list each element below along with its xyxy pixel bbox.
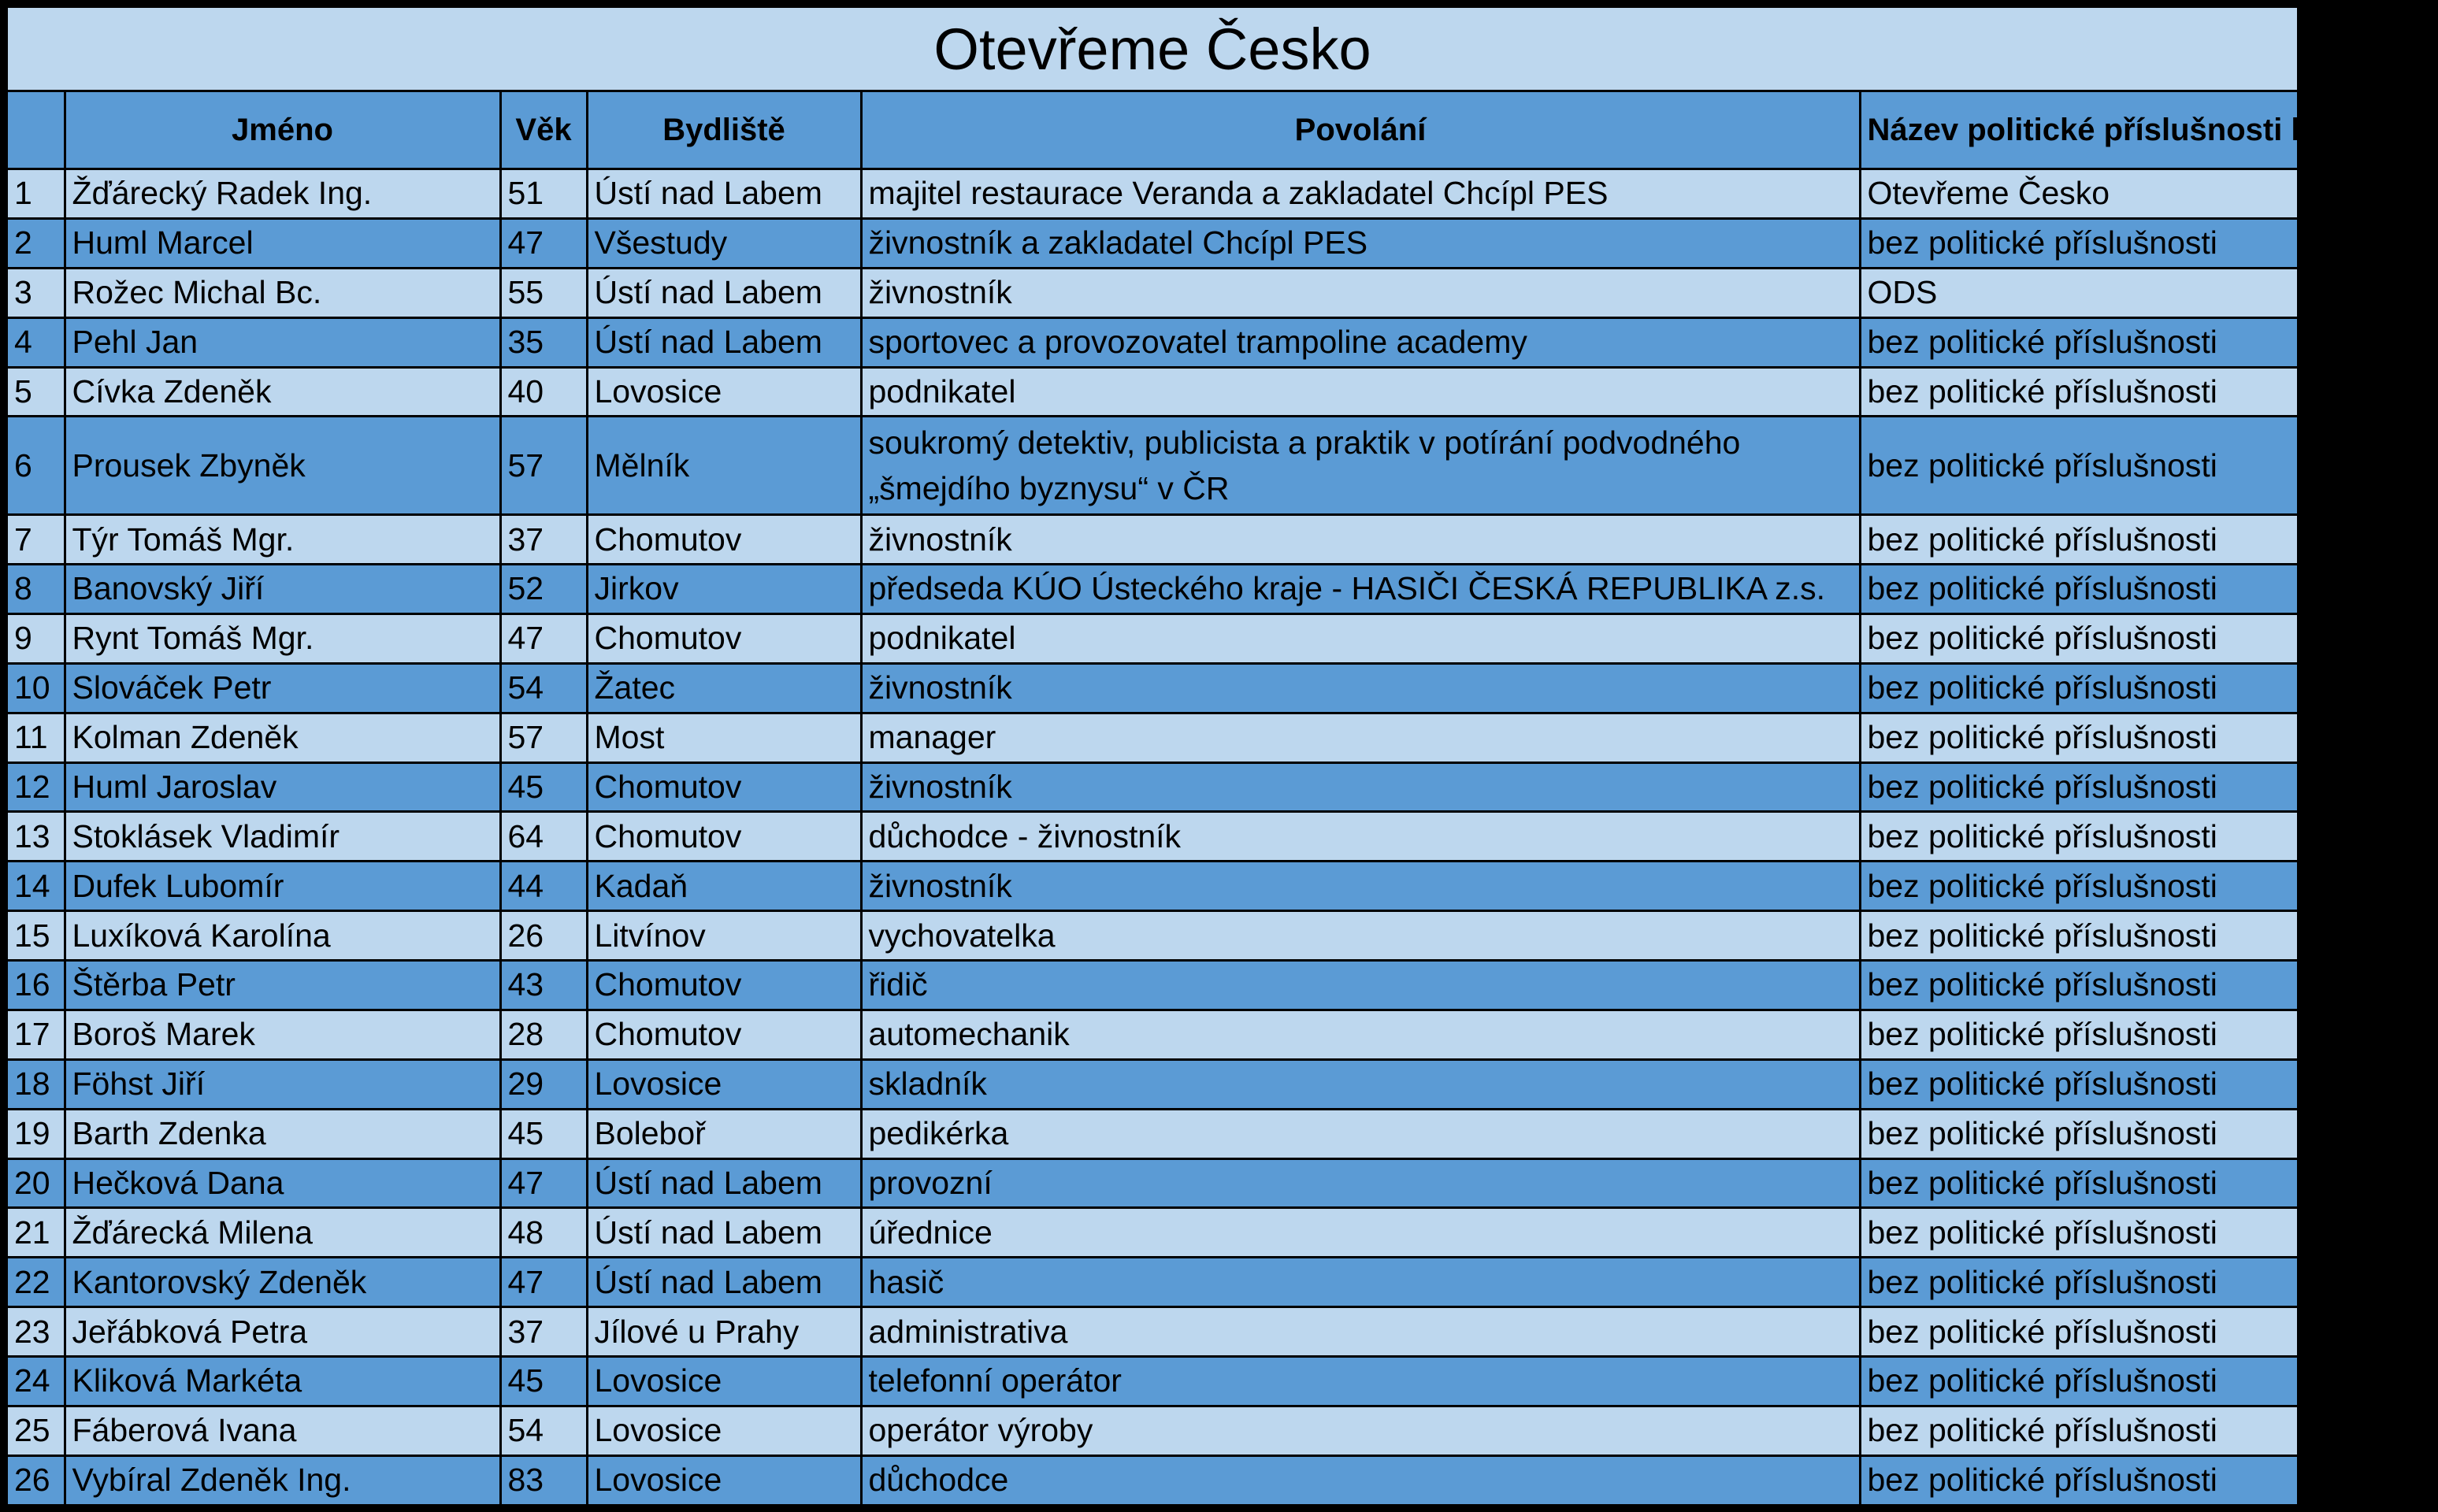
cell-residence: Boleboř bbox=[587, 1109, 861, 1158]
cell-residence: Chomutov bbox=[587, 812, 861, 862]
cell-party: bez politické příslušnosti bbox=[1860, 1010, 2299, 1059]
cell-residence: Ústí nad Labem bbox=[587, 1158, 861, 1208]
table-row bbox=[6, 812, 2299, 862]
cell-number: 24 bbox=[6, 1357, 65, 1406]
cell-age: 64 bbox=[500, 812, 587, 862]
cell-residence: Jílové u Prahy bbox=[587, 1307, 861, 1357]
cell-age: 45 bbox=[500, 1357, 587, 1406]
cell-occupation: živnostník bbox=[861, 663, 1860, 713]
cell-residence: Žatec bbox=[587, 663, 861, 713]
cell-occupation: manager bbox=[861, 713, 1860, 762]
cell-party: bez politické příslušnosti bbox=[1860, 1455, 2299, 1506]
cell-occupation: živnostník bbox=[861, 862, 1860, 911]
cell-number: 5 bbox=[6, 367, 65, 417]
table-title: Otevřeme Česko bbox=[6, 6, 2299, 91]
cell-occupation: vychovatelka bbox=[861, 911, 1860, 961]
cell-age: 83 bbox=[500, 1455, 587, 1506]
cell-number: 26 bbox=[6, 1455, 65, 1506]
cell-name: Štěrba Petr bbox=[65, 961, 500, 1010]
cell-number: 6 bbox=[6, 417, 65, 515]
cell-party: bez politické příslušnosti bbox=[1860, 515, 2299, 565]
cell-residence: Chomutov bbox=[587, 515, 861, 565]
cell-residence: Litvínov bbox=[587, 911, 861, 961]
cell-name: Luxíková Karolína bbox=[65, 911, 500, 961]
cell-party: bez politické příslušnosti bbox=[1860, 1158, 2299, 1208]
cell-age: 43 bbox=[500, 961, 587, 1010]
cell-residence: Chomutov bbox=[587, 961, 861, 1010]
cell-party: bez politické příslušnosti bbox=[1860, 565, 2299, 614]
cell-occupation: soukromý detektiv, publicista a praktik v potírání podvodného „šmejdího byznysu“ v ČR bbox=[861, 417, 1860, 515]
cell-number: 2 bbox=[6, 218, 65, 268]
cell-occupation: provozní bbox=[861, 1158, 1860, 1208]
cell-age: 52 bbox=[500, 565, 587, 614]
cell-age: 37 bbox=[500, 1307, 587, 1357]
cell-party: ODS bbox=[1860, 268, 2299, 317]
cell-age: 47 bbox=[500, 1158, 587, 1208]
cell-party: bez politické příslušnosti bbox=[1860, 1307, 2299, 1357]
cell-age: 28 bbox=[500, 1010, 587, 1059]
cell-name: Banovský Jiří bbox=[65, 565, 500, 614]
cell-occupation: telefonní operátor bbox=[861, 1357, 1860, 1406]
table-row bbox=[6, 1109, 2299, 1158]
table-row bbox=[6, 268, 2299, 317]
cell-residence: Mělník bbox=[587, 417, 861, 515]
cell-name: Žďárecká Milena bbox=[65, 1208, 500, 1258]
table-body bbox=[6, 169, 2299, 1506]
cell-name: Hečková Dana bbox=[65, 1158, 500, 1208]
cell-age: 26 bbox=[500, 911, 587, 961]
cell-age: 47 bbox=[500, 218, 587, 268]
cell-number: 9 bbox=[6, 613, 65, 663]
cell-occupation: hasič bbox=[861, 1258, 1860, 1307]
cell-name: Kliková Markéta bbox=[65, 1357, 500, 1406]
cell-residence: Chomutov bbox=[587, 1010, 861, 1059]
cell-age: 37 bbox=[500, 515, 587, 565]
cell-age: 57 bbox=[500, 417, 587, 515]
cell-residence: Všestudy bbox=[587, 218, 861, 268]
cell-age: 54 bbox=[500, 663, 587, 713]
cell-number: 11 bbox=[6, 713, 65, 762]
cell-name: Kantorovský Zdeněk bbox=[65, 1258, 500, 1307]
title-row bbox=[6, 6, 2299, 91]
cell-number: 7 bbox=[6, 515, 65, 565]
cell-number: 19 bbox=[6, 1109, 65, 1158]
cell-name: Kolman Zdeněk bbox=[65, 713, 500, 762]
cell-residence: Most bbox=[587, 713, 861, 762]
cell-age: 45 bbox=[500, 762, 587, 812]
cell-occupation: živnostník a zakladatel Chcípl PES bbox=[861, 218, 1860, 268]
column-header-residence: Bydliště bbox=[587, 91, 861, 169]
cell-age: 48 bbox=[500, 1208, 587, 1258]
table-row bbox=[6, 1208, 2299, 1258]
cell-number: 16 bbox=[6, 961, 65, 1010]
cell-party: Otevřeme Česko bbox=[1860, 169, 2299, 219]
cell-occupation: pedikérka bbox=[861, 1109, 1860, 1158]
table-row bbox=[6, 1307, 2299, 1357]
cell-name: Huml Marcel bbox=[65, 218, 500, 268]
cell-occupation: důchodce bbox=[861, 1455, 1860, 1506]
cell-age: 57 bbox=[500, 713, 587, 762]
cell-age: 35 bbox=[500, 317, 587, 367]
cell-number: 1 bbox=[6, 169, 65, 219]
cell-occupation: automechanik bbox=[861, 1010, 1860, 1059]
cell-occupation: operátor výroby bbox=[861, 1406, 1860, 1455]
cell-residence: Lovosice bbox=[587, 1059, 861, 1109]
cell-residence: Ústí nad Labem bbox=[587, 169, 861, 219]
cell-residence: Ústí nad Labem bbox=[587, 317, 861, 367]
cell-occupation: živnostník bbox=[861, 268, 1860, 317]
column-header-occupation: Povolání bbox=[861, 91, 1860, 169]
cell-number: 17 bbox=[6, 1010, 65, 1059]
cell-party: bez politické příslušnosti bbox=[1860, 417, 2299, 515]
table-row bbox=[6, 218, 2299, 268]
table-row bbox=[6, 367, 2299, 417]
header-row bbox=[6, 91, 2299, 169]
cell-residence: Lovosice bbox=[587, 1357, 861, 1406]
cell-residence: Ústí nad Labem bbox=[587, 1258, 861, 1307]
cell-number: 14 bbox=[6, 862, 65, 911]
cell-name: Slováček Petr bbox=[65, 663, 500, 713]
cell-occupation: administrativa bbox=[861, 1307, 1860, 1357]
cell-age: 44 bbox=[500, 862, 587, 911]
table-row bbox=[6, 1059, 2299, 1109]
cell-residence: Ústí nad Labem bbox=[587, 1208, 861, 1258]
cell-party: bez politické příslušnosti bbox=[1860, 317, 2299, 367]
cell-name: Rožec Michal Bc. bbox=[65, 268, 500, 317]
cell-number: 12 bbox=[6, 762, 65, 812]
column-header-name: Jméno bbox=[65, 91, 500, 169]
cell-name: Föhst Jiří bbox=[65, 1059, 500, 1109]
cell-party: bez politické příslušnosti bbox=[1860, 218, 2299, 268]
cell-name: Jeřábková Petra bbox=[65, 1307, 500, 1357]
cell-number: 20 bbox=[6, 1158, 65, 1208]
cell-number: 4 bbox=[6, 317, 65, 367]
cell-occupation: podnikatel bbox=[861, 367, 1860, 417]
cell-party: bez politické příslušnosti bbox=[1860, 961, 2299, 1010]
cell-occupation: úřednice bbox=[861, 1208, 1860, 1258]
cell-age: 51 bbox=[500, 169, 587, 219]
column-header-age: Věk bbox=[500, 91, 587, 169]
cell-age: 55 bbox=[500, 268, 587, 317]
table-row bbox=[6, 862, 2299, 911]
cell-party: bez politické příslušnosti bbox=[1860, 1208, 2299, 1258]
table-row bbox=[6, 961, 2299, 1010]
cell-age: 29 bbox=[500, 1059, 587, 1109]
table-row bbox=[6, 169, 2299, 219]
cell-number: 15 bbox=[6, 911, 65, 961]
table-row bbox=[6, 515, 2299, 565]
cell-number: 22 bbox=[6, 1258, 65, 1307]
cell-party: bez politické příslušnosti bbox=[1860, 1059, 2299, 1109]
cell-number: 21 bbox=[6, 1208, 65, 1258]
cell-party: bez politické příslušnosti bbox=[1860, 1109, 2299, 1158]
cell-name: Cívka Zdeněk bbox=[65, 367, 500, 417]
table-row bbox=[6, 1158, 2299, 1208]
cell-number: 8 bbox=[6, 565, 65, 614]
cell-name: Barth Zdenka bbox=[65, 1109, 500, 1158]
cell-party: bez politické příslušnosti bbox=[1860, 1406, 2299, 1455]
cell-age: 54 bbox=[500, 1406, 587, 1455]
cell-party: bez politické příslušnosti bbox=[1860, 1258, 2299, 1307]
cell-party: bez politické příslušnosti bbox=[1860, 1357, 2299, 1406]
cell-party: bez politické příslušnosti bbox=[1860, 911, 2299, 961]
cell-occupation: podnikatel bbox=[861, 613, 1860, 663]
cell-residence: Chomutov bbox=[587, 762, 861, 812]
cell-occupation: předseda KÚO Ústeckého kraje - HASIČI ČESKÁ REPUBLIKA z.s. bbox=[861, 565, 1860, 614]
table-row bbox=[6, 1455, 2299, 1506]
cell-name: Prousek Zbyněk bbox=[65, 417, 500, 515]
column-header-number bbox=[6, 91, 65, 169]
table-row bbox=[6, 1406, 2299, 1455]
cell-party: bez politické příslušnosti bbox=[1860, 663, 2299, 713]
cell-party: bez politické příslušnosti bbox=[1860, 812, 2299, 862]
cell-occupation: živnostník bbox=[861, 515, 1860, 565]
table-row bbox=[6, 417, 2299, 515]
cell-occupation: živnostník bbox=[861, 762, 1860, 812]
cell-party: bez politické příslušnosti bbox=[1860, 613, 2299, 663]
cell-party: bez politické příslušnosti bbox=[1860, 367, 2299, 417]
cell-name: Fáberová Ivana bbox=[65, 1406, 500, 1455]
cell-number: 13 bbox=[6, 812, 65, 862]
cell-occupation: majitel restaurace Veranda a zakladatel Chcípl PES bbox=[861, 169, 1860, 219]
table-row bbox=[6, 762, 2299, 812]
cell-residence: Jirkov bbox=[587, 565, 861, 614]
cell-age: 47 bbox=[500, 1258, 587, 1307]
cell-party: bez politické příslušnosti bbox=[1860, 762, 2299, 812]
cell-name: Žďárecký Radek Ing. bbox=[65, 169, 500, 219]
column-header-party: Název politické příslušnosti kandidáta bbox=[1860, 91, 2299, 169]
cell-occupation: řidič bbox=[861, 961, 1860, 1010]
cell-occupation: sportovec a provozovatel trampoline academy bbox=[861, 317, 1860, 367]
table-row bbox=[6, 317, 2299, 367]
cell-party: bez politické příslušnosti bbox=[1860, 862, 2299, 911]
cell-name: Pehl Jan bbox=[65, 317, 500, 367]
cell-name: Boroš Marek bbox=[65, 1010, 500, 1059]
candidate-table bbox=[5, 5, 2438, 1507]
cell-number: 23 bbox=[6, 1307, 65, 1357]
table-row bbox=[6, 565, 2299, 614]
cell-name: Rynt Tomáš Mgr. bbox=[65, 613, 500, 663]
cell-age: 45 bbox=[500, 1109, 587, 1158]
cell-occupation: skladník bbox=[861, 1059, 1860, 1109]
cell-residence: Lovosice bbox=[587, 1455, 861, 1506]
cell-name: Dufek Lubomír bbox=[65, 862, 500, 911]
cell-name: Týr Tomáš Mgr. bbox=[65, 515, 500, 565]
cell-name: Stoklásek Vladimír bbox=[65, 812, 500, 862]
cell-name: Vybíral Zdeněk Ing. bbox=[65, 1455, 500, 1506]
cell-name: Huml Jaroslav bbox=[65, 762, 500, 812]
table-row bbox=[6, 911, 2299, 961]
table-row bbox=[6, 1258, 2299, 1307]
table-row bbox=[6, 1357, 2299, 1406]
candidate-sheet bbox=[5, 5, 2438, 1507]
cell-number: 18 bbox=[6, 1059, 65, 1109]
table-row bbox=[6, 663, 2299, 713]
cell-residence: Lovosice bbox=[587, 367, 861, 417]
cell-party: bez politické příslušnosti bbox=[1860, 713, 2299, 762]
cell-residence: Lovosice bbox=[587, 1406, 861, 1455]
table-row bbox=[6, 1010, 2299, 1059]
cell-occupation: důchodce - živnostník bbox=[861, 812, 1860, 862]
cell-residence: Kadaň bbox=[587, 862, 861, 911]
cell-residence: Chomutov bbox=[587, 613, 861, 663]
table-row bbox=[6, 613, 2299, 663]
cell-age: 47 bbox=[500, 613, 587, 663]
cell-number: 10 bbox=[6, 663, 65, 713]
table-row bbox=[6, 713, 2299, 762]
cell-number: 3 bbox=[6, 268, 65, 317]
cell-residence: Ústí nad Labem bbox=[587, 268, 861, 317]
cell-number: 25 bbox=[6, 1406, 65, 1455]
cell-age: 40 bbox=[500, 367, 587, 417]
